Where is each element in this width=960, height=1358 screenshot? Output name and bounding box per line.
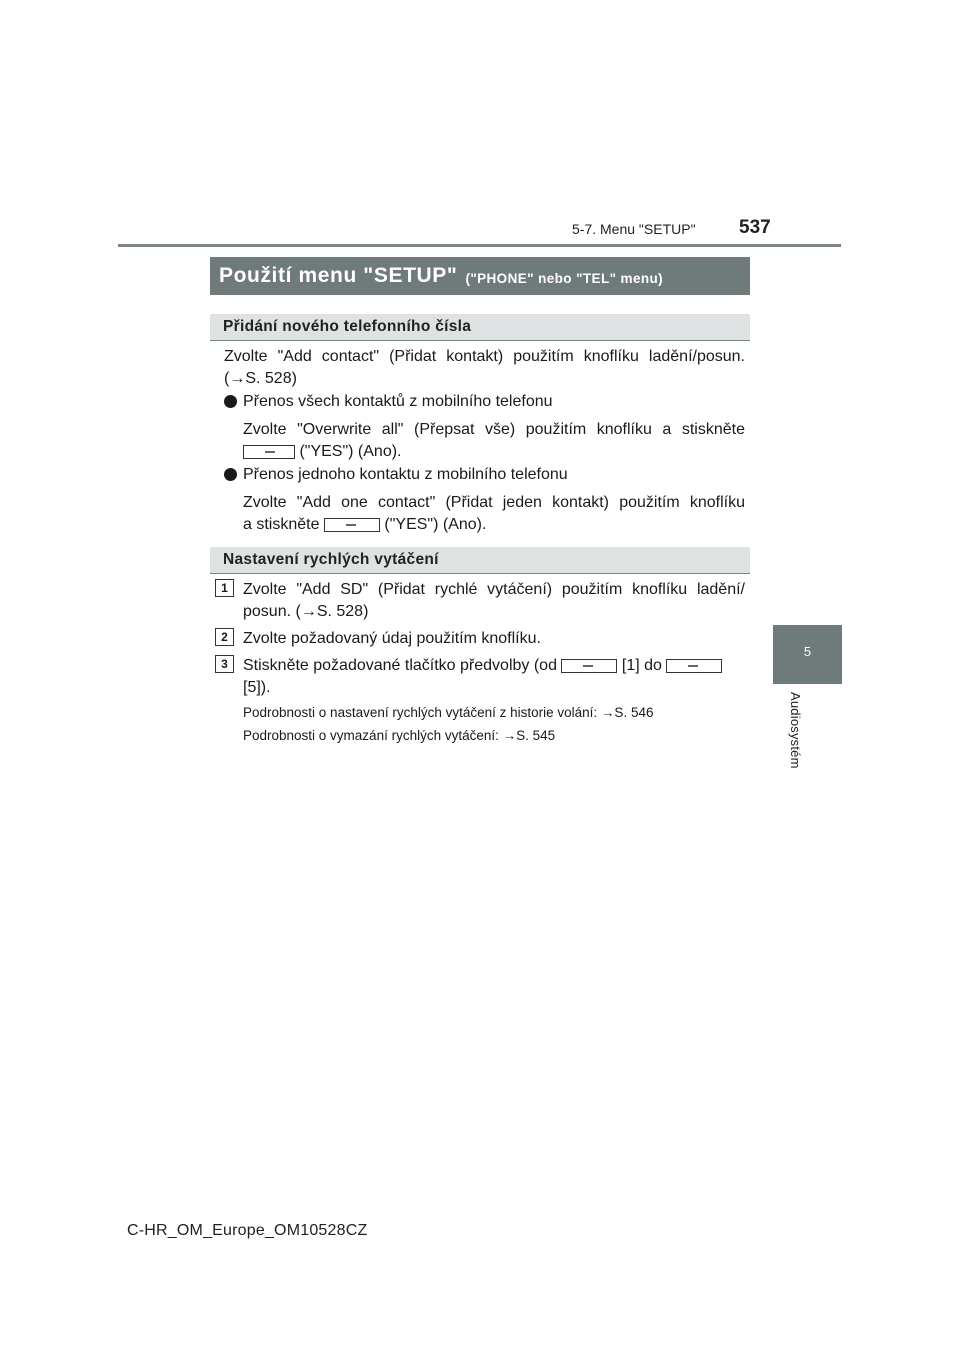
- step-number: 1: [215, 579, 234, 597]
- note-speed-dial-history: Podrobnosti o nastavení rychlých vytáčení z historie volání: →S. 546: [243, 705, 654, 720]
- intro-line: Zvolte "Add contact" (Přidat kontakt) použitím knoflíku ladění/posun.: [224, 348, 745, 365]
- bullet-text-one-contact: Zvolte "Add one contact" (Přidat jeden kontakt) použitím knoflíku: [243, 494, 745, 511]
- note-speed-dial-delete: Podrobnosti o vymazání rychlých vytáčení: →S. 545: [243, 728, 556, 743]
- step-1-text: Zvolte "Add SD" (Přidat rychlé vytáčení) použitím knoflíku ladění/: [243, 581, 745, 598]
- header-divider: [118, 244, 841, 247]
- page-title: Použití menu "SETUP": [219, 264, 458, 287]
- yes-button-icon: [243, 445, 295, 459]
- chapter-tab: [773, 625, 842, 684]
- bullet-title-all-contacts: Přenos všech kontaktů z mobilního telefonu: [243, 393, 553, 410]
- section-heading-add-number: Přidání nového telefonního čísla: [210, 314, 750, 341]
- bullet-title-one-contact: Přenos jednoho kontaktu z mobilního telefonu: [243, 466, 568, 483]
- page-subtitle: ("PHONE" nebo "TEL" menu): [465, 270, 664, 286]
- bullet-text-all-contacts: Zvolte "Overwrite all" (Přepsat vše) použitím knoflíku a stiskněte: [243, 421, 745, 438]
- step-1-text-line2: posun. (→S. 528): [243, 603, 369, 620]
- chapter-number: 5: [803, 644, 812, 659]
- step-3-text-line2: [5]).: [243, 679, 271, 696]
- intro-ref: (→S. 528): [224, 370, 297, 387]
- section-heading-speed-dial: Nastavení rychlých vytáčení: [210, 547, 750, 574]
- page-title-bar: [210, 257, 750, 295]
- preset-button-icon: [561, 659, 617, 673]
- bullet-text-all-contacts-line2: ("YES") (Ano).: [243, 441, 402, 463]
- step-3-text: Stiskněte požadované tlačítko předvolby (od [1] do: [243, 655, 722, 677]
- bullet-text-one-contact-line2: a stiskněte ("YES") (Ano).: [243, 516, 487, 533]
- section-header: 5-7. Menu "SETUP": [572, 221, 696, 237]
- document-code: C-HR_OM_Europe_OM10528CZ: [127, 1222, 368, 1239]
- step-2-text: Zvolte požadovaný údaj použitím knoflíku.: [243, 630, 541, 647]
- chapter-label: Audiosystém: [788, 692, 803, 769]
- bullet-icon: [224, 395, 237, 408]
- preset-button-icon: [666, 659, 722, 673]
- page-number: 537: [739, 217, 771, 238]
- bullet-icon: [224, 468, 237, 481]
- yes-button-icon: [324, 518, 380, 532]
- step-number: 2: [215, 628, 234, 646]
- step-number: 3: [215, 655, 234, 673]
